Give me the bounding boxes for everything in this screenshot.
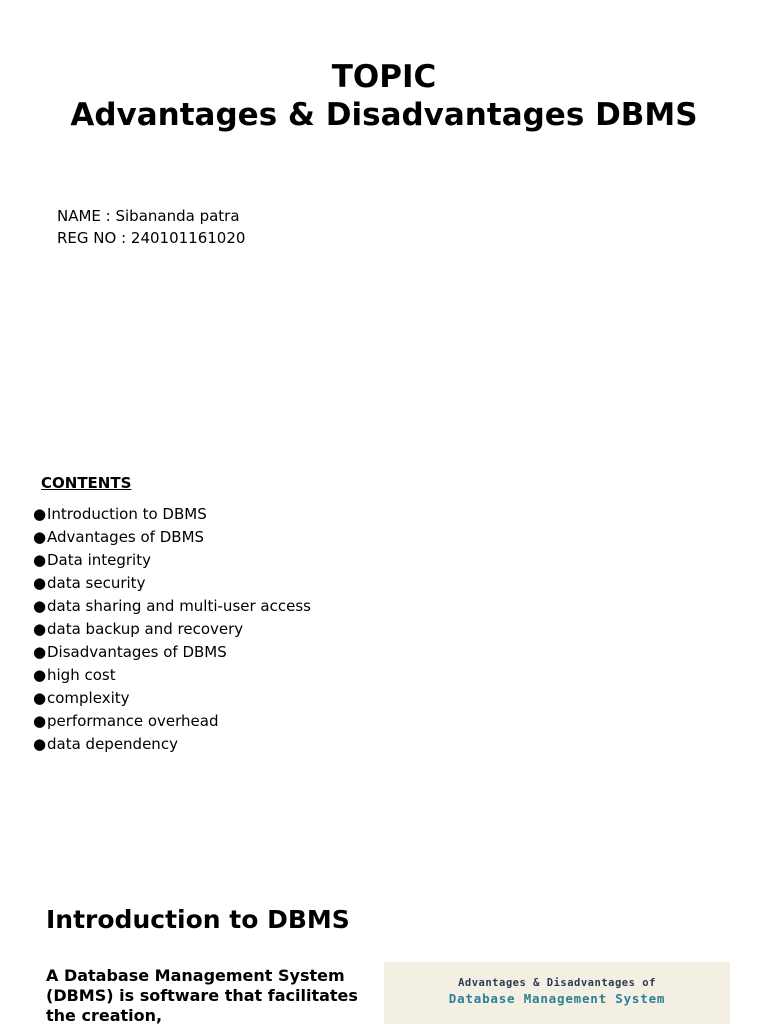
- intro-paragraph: A Database Management System (DBMS) is software that facilitates the creation,: [46, 966, 358, 1024]
- contents-list: [33, 503, 311, 756]
- list-item-label: data sharing and multi-user access: [47, 597, 311, 615]
- list-item: [33, 733, 311, 756]
- dbms-banner-image: [384, 962, 730, 1024]
- list-item-label: Data integrity: [47, 551, 151, 569]
- intro-heading: Introduction to DBMS: [46, 905, 350, 934]
- list-item: [33, 572, 311, 595]
- bullet-icon: ●: [33, 597, 47, 615]
- contents-heading: CONTENTS: [41, 474, 132, 492]
- list-item-label: Disadvantages of DBMS: [47, 643, 227, 661]
- bullet-icon: ●: [33, 643, 47, 661]
- bullet-icon: ●: [33, 505, 47, 523]
- bullet-icon: ●: [33, 735, 47, 753]
- list-item: [33, 526, 311, 549]
- list-item: [33, 687, 311, 710]
- list-item-label: data backup and recovery: [47, 620, 244, 638]
- list-item-label: complexity: [47, 689, 130, 707]
- list-item: [33, 595, 311, 618]
- bullet-icon: ●: [33, 574, 47, 592]
- list-item: [33, 710, 311, 733]
- page-title: Advantages & Disadvantages DBMS: [70, 97, 698, 133]
- list-item-label: data security: [47, 574, 146, 592]
- list-item: [33, 664, 311, 687]
- bullet-icon: ●: [33, 528, 47, 546]
- bullet-icon: ●: [33, 666, 47, 684]
- bullet-icon: ●: [33, 689, 47, 707]
- student-name: NAME : Sibananda patra: [57, 207, 240, 225]
- list-item: [33, 549, 311, 572]
- list-item-label: Introduction to DBMS: [47, 505, 207, 523]
- banner-title: Database Management System: [448, 991, 666, 1006]
- bullet-icon: ●: [33, 620, 47, 638]
- list-item-label: Advantages of DBMS: [47, 528, 205, 546]
- bullet-icon: ●: [33, 551, 47, 569]
- list-item-label: performance overhead: [47, 712, 219, 730]
- list-item: [33, 618, 311, 641]
- list-item: [33, 641, 311, 664]
- banner-subtitle: Advantages & Disadvantages of: [458, 977, 656, 989]
- bullet-icon: ●: [33, 712, 47, 730]
- topic-label: TOPIC: [331, 59, 437, 95]
- list-item-label: data dependency: [47, 735, 178, 753]
- list-item-label: high cost: [47, 666, 116, 684]
- student-reg-no: REG NO : 240101161020: [57, 229, 246, 247]
- list-item: [33, 503, 311, 526]
- title-block: [0, 58, 768, 134]
- student-info: [57, 205, 245, 249]
